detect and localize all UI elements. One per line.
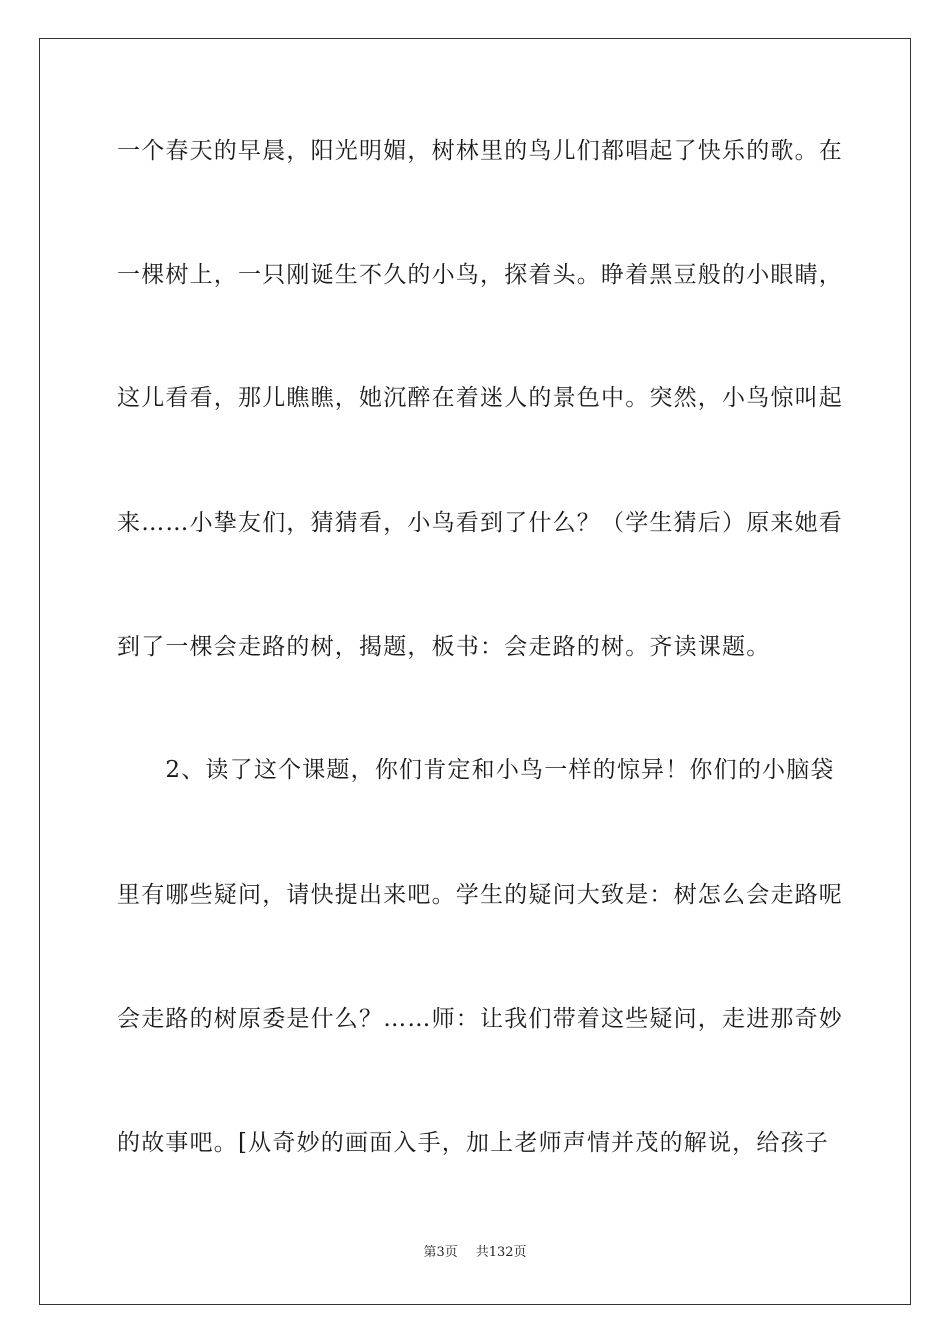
body-text-line: 里有哪些疑问，请快提出来吧。学生的疑问大致是：树怎么会走路呢 [117,882,843,908]
body-text-line: 一棵树上，一只刚诞生不久的小鸟，探着头。睁着黑豆般的小眼睛， [117,262,843,288]
body-text-line: 来……小挚友们，猜猜看，小鸟看到了什么？（学生猜后）原来她看 [117,510,843,536]
body-text-line: 2、读了这个课题，你们肯定和小鸟一样的惊异！你们的小脑袋 [117,757,835,783]
page-footer [0,1243,950,1263]
body-text-line: 这儿看看，那儿瞧瞧，她沉醉在着迷人的景色中。突然，小鸟惊叫起 [117,385,843,411]
body-text-line: 一个春天的早晨，阳光明媚，树林里的鸟儿们都唱起了快乐的歌。在 [117,138,843,164]
body-text-line: 会走路的树原委是什么？……师：让我们带着这些疑问，走进那奇妙 [117,1006,843,1032]
body-text-line: 的故事吧。[从奇妙的画面入手，加上老师声情并茂的解说，给孩子 [117,1130,829,1156]
body-text-line: 到了一棵会走路的树，揭题，板书：会走路的树。齐读课题。 [117,634,771,660]
total-pages-label: 共132页 [475,1245,527,1260]
page-border [39,38,911,1305]
page-number-label: 第3页 [423,1245,458,1260]
